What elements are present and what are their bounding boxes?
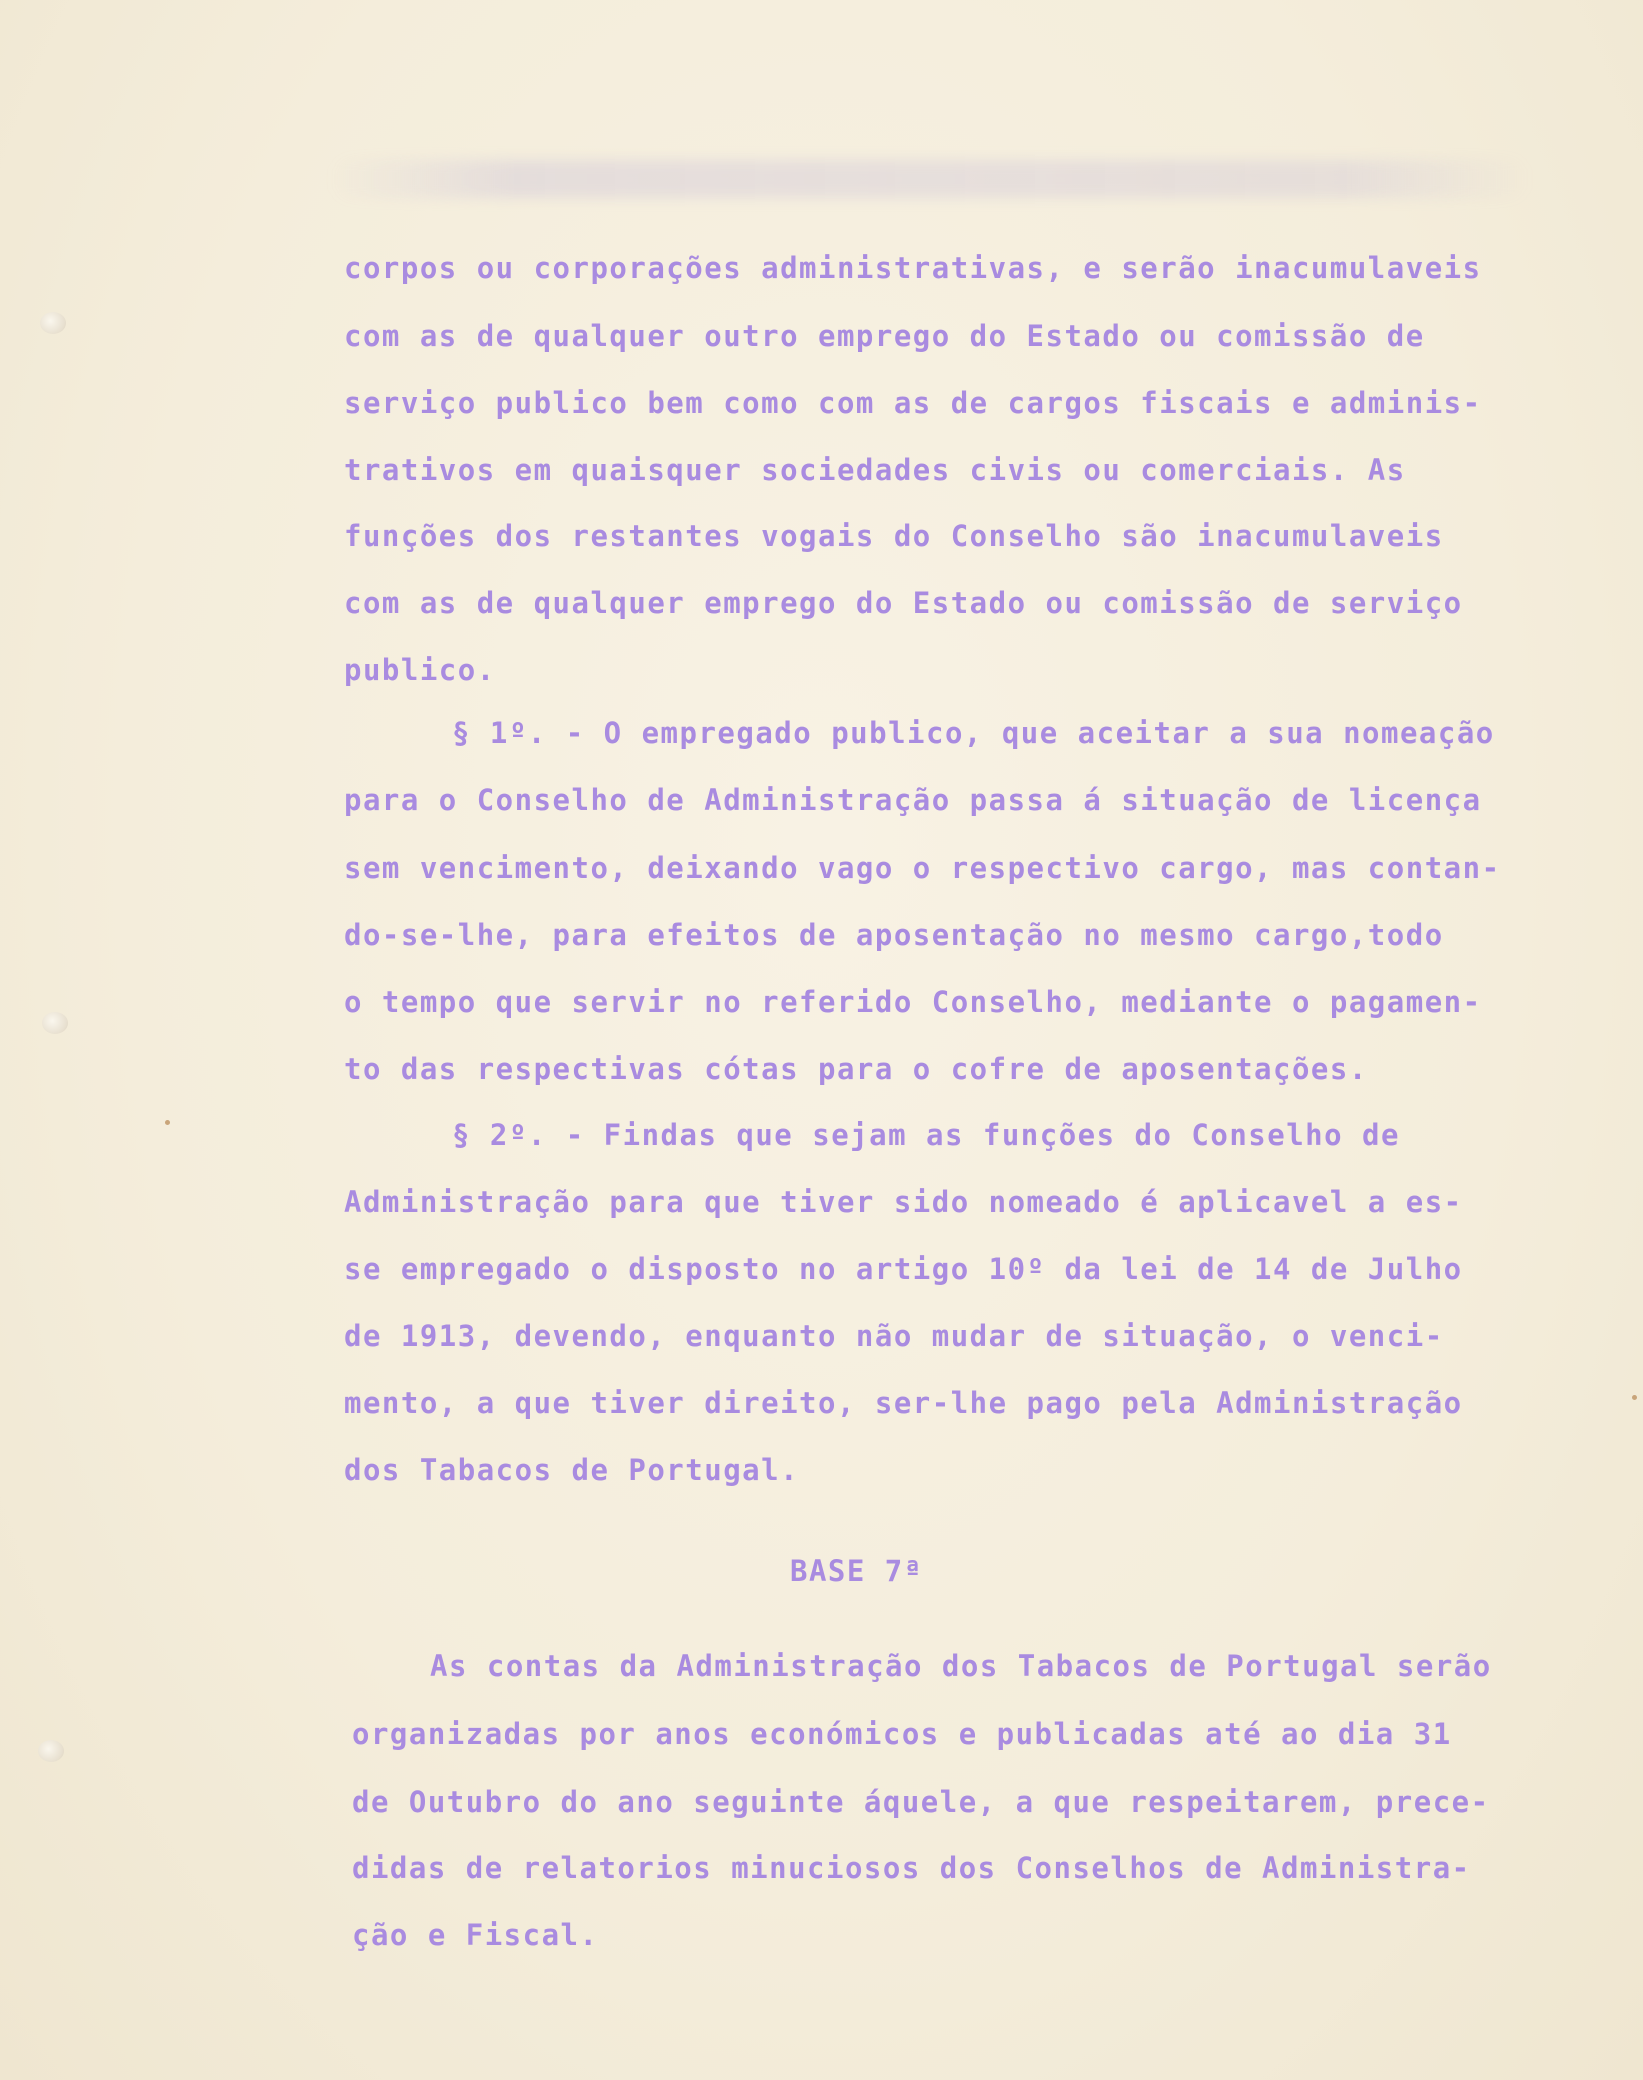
text-line: de 1913, devendo, enquanto não mudar de situação, o venci- xyxy=(344,1319,1444,1353)
text-line: didas de relatorios minuciosos dos Conselhos de Administra- xyxy=(352,1851,1471,1885)
text-line: o tempo que servir no referido Conselho, mediante o pagamen- xyxy=(344,985,1482,1019)
punch-hole xyxy=(42,1012,68,1034)
text-line: para o Conselho de Administração passa á situação de licença xyxy=(344,783,1482,817)
punch-hole xyxy=(38,1740,64,1762)
section-heading: BASE 7ª xyxy=(790,1554,923,1588)
text-line: Administração para que tiver sido nomeado é aplicavel a es- xyxy=(344,1185,1463,1219)
paper-speck xyxy=(165,1120,170,1125)
text-line: mento, a que tiver direito, ser-lhe pago pela Administração xyxy=(344,1386,1463,1420)
text-line: corpos ou corporações administrativas, e serão inacumulaveis xyxy=(344,251,1482,285)
text-line: publico. xyxy=(344,653,496,687)
text-line: com as de qualquer emprego do Estado ou comissão de serviço xyxy=(344,586,1463,620)
faded-header-smudge xyxy=(330,160,1530,198)
text-line: serviço publico bem como com as de cargos fiscais e adminis- xyxy=(344,386,1482,420)
text-line: com as de qualquer outro emprego do Estado ou comissão de xyxy=(344,319,1425,353)
text-line: sem vencimento, deixando vago o respectivo cargo, mas contan- xyxy=(344,851,1501,885)
text-line: se empregado o disposto no artigo 10º da lei de 14 de Julho xyxy=(344,1252,1463,1286)
text-line: dos Tabacos de Portugal. xyxy=(344,1453,800,1487)
text-line: de Outubro do ano seguinte áquele, a que respeitarem, prece- xyxy=(352,1785,1490,1819)
text-line: to das respectivas cótas para o cofre de aposentações. xyxy=(344,1052,1368,1086)
paragraph-2-start: § 2º. - Findas que sejam as funções do Conselho de xyxy=(452,1118,1400,1152)
paragraph-1-start: § 1º. - O empregado publico, que aceitar a sua nomeação xyxy=(452,716,1495,750)
text-line: ção e Fiscal. xyxy=(352,1918,599,1952)
paragraph-3-start: As contas da Administração dos Tabacos de Portugal serão xyxy=(430,1649,1492,1683)
text-line: do-se-lhe, para efeitos de aposentação no mesmo cargo,todo xyxy=(344,918,1444,952)
text-line: organizadas por anos económicos e publicadas até ao dia 31 xyxy=(352,1717,1452,1751)
text-line: funções dos restantes vogais do Conselho são inacumulaveis xyxy=(344,519,1444,553)
paper-speck xyxy=(1632,1395,1637,1400)
text-line: trativos em quaisquer sociedades civis ou comerciais. As xyxy=(344,453,1406,487)
punch-hole xyxy=(40,312,66,334)
